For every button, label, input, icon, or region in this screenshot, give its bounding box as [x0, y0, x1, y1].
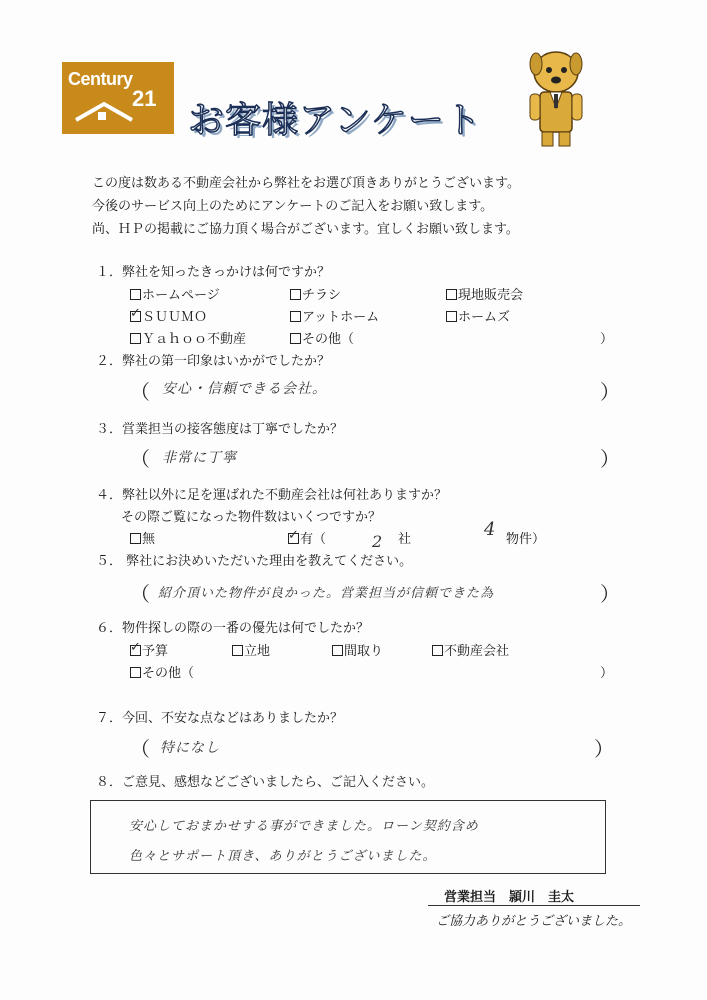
- q6-other-close: ）: [600, 666, 614, 681]
- q6-option-location[interactable]: 立地: [232, 640, 270, 659]
- checkbox[interactable]: [232, 645, 243, 656]
- q1-option-other[interactable]: その他（: [290, 328, 354, 347]
- q7-label: ７．今回、不安な点などはありましたか？: [96, 711, 344, 726]
- q4-company-unit: 社: [398, 532, 412, 547]
- q5-close-paren: ）: [600, 582, 620, 606]
- q7-answer[interactable]: 特になし: [160, 740, 220, 756]
- logo-number: 21: [132, 86, 157, 111]
- q3-open-paren: （: [130, 447, 150, 471]
- q3-label: ３．営業担当の接客態度は丁寧でしたか？: [96, 422, 344, 437]
- q4-property-unit: 物件）: [506, 532, 546, 547]
- q4-property-count[interactable]: 4: [484, 519, 497, 540]
- checkbox[interactable]: [130, 289, 141, 300]
- q7-open-paren: （: [130, 737, 150, 761]
- q5-label: ５． 弊社にお決めいただいた理由を教えてください。: [96, 554, 413, 569]
- q6-option-budget[interactable]: ✓予算: [130, 640, 168, 659]
- q1-option-open-house[interactable]: 現地販売会: [446, 284, 523, 303]
- thanks-message: ご協力ありがとうございました。: [436, 914, 632, 929]
- checkbox[interactable]: [130, 667, 141, 678]
- q8-answer-line-1: 安心しておまかせする事ができました。ローン契約含め: [129, 819, 479, 834]
- checkbox[interactable]: [290, 311, 301, 322]
- checkbox[interactable]: [130, 333, 141, 344]
- intro-line-1: この度は数ある不動産会社から弊社をお選び頂きありがとうございます。: [92, 176, 520, 191]
- intro-line-2: 今後のサービス向上のためにアンケートのご記入をお願い致します。: [92, 199, 494, 214]
- comment-box[interactable]: [90, 800, 606, 874]
- q8-label: ８．ご意見、感想などございましたら、ご記入ください。: [96, 775, 435, 790]
- q1-other-close: ）: [600, 332, 614, 347]
- q2-answer[interactable]: 安心・信頼できる会社。: [162, 381, 327, 397]
- house-roof-icon: [74, 100, 134, 122]
- q6-label: ６．物件探しの際の一番の優先は何でしたか？: [96, 621, 370, 636]
- mascot-dog-icon: [522, 48, 592, 148]
- q6-option-other[interactable]: その他（: [130, 662, 194, 681]
- checkbox-checked[interactable]: [130, 311, 141, 322]
- q2-label: ２．弊社の第一印象はいかがでしたか？: [96, 354, 331, 369]
- q4-option-none[interactable]: 無: [130, 528, 155, 547]
- q4-option-yes[interactable]: ✓ 有（: [288, 528, 326, 547]
- q5-open-paren: （: [130, 582, 150, 606]
- q2-open-paren: （: [130, 380, 150, 404]
- q1-option-homes[interactable]: ホームズ: [446, 306, 510, 325]
- q4-company-count[interactable]: 2: [372, 532, 384, 551]
- checkbox[interactable]: [446, 289, 457, 300]
- staff-name: 営業担当 頴川 圭太: [444, 890, 575, 905]
- checkbox[interactable]: [290, 289, 301, 300]
- logo-brand: Century: [68, 69, 133, 89]
- q3-close-paren: ）: [600, 447, 620, 471]
- q7-close-paren: ）: [594, 737, 614, 761]
- q8-answer-line-2: 色々とサポート頂き、ありがとうございました。: [129, 849, 437, 864]
- q4-label-2: その際ご覧になった物件数はいくつですか？: [121, 510, 382, 525]
- q6-option-layout[interactable]: 間取り: [332, 640, 383, 659]
- page-title: お客様アンケート: [188, 100, 482, 141]
- checkbox-checked[interactable]: [130, 645, 141, 656]
- q5-answer[interactable]: 紹介頂いた物件が良かった。営業担当が信頼できた為: [158, 586, 495, 601]
- signature-rule: [428, 905, 640, 906]
- q1-option-homepage[interactable]: ホームページ: [130, 284, 220, 303]
- intro-line-3: 尚、ＨＰの掲載にご協力頂く場合がございます。宜しくお願い致します。: [92, 222, 519, 237]
- checkbox[interactable]: [432, 645, 443, 656]
- q1-option-athome[interactable]: アットホーム: [290, 306, 379, 325]
- q6-option-realestate-company[interactable]: 不動産会社: [432, 640, 509, 659]
- q2-close-paren: ）: [600, 380, 620, 404]
- checkbox[interactable]: [446, 311, 457, 322]
- q1-option-yahoo[interactable]: Ｙａｈｏｏ不動産: [130, 328, 246, 347]
- checkbox[interactable]: [130, 533, 141, 544]
- q1-label: １．弊社を知ったきっかけは何ですか？: [96, 265, 331, 280]
- q3-answer[interactable]: 非常に丁寧: [162, 450, 237, 466]
- century21-logo: [62, 62, 174, 134]
- q1-option-suumo[interactable]: ✓ＳＵＵＭＯ: [130, 306, 207, 325]
- q4-label: ４．弊社以外に足を運ばれた不動産会社は何社ありますか？: [96, 488, 448, 503]
- q1-option-flyer[interactable]: チラシ: [290, 284, 341, 303]
- checkbox-checked[interactable]: [288, 533, 299, 544]
- checkbox[interactable]: [332, 645, 343, 656]
- checkbox[interactable]: [290, 333, 301, 344]
